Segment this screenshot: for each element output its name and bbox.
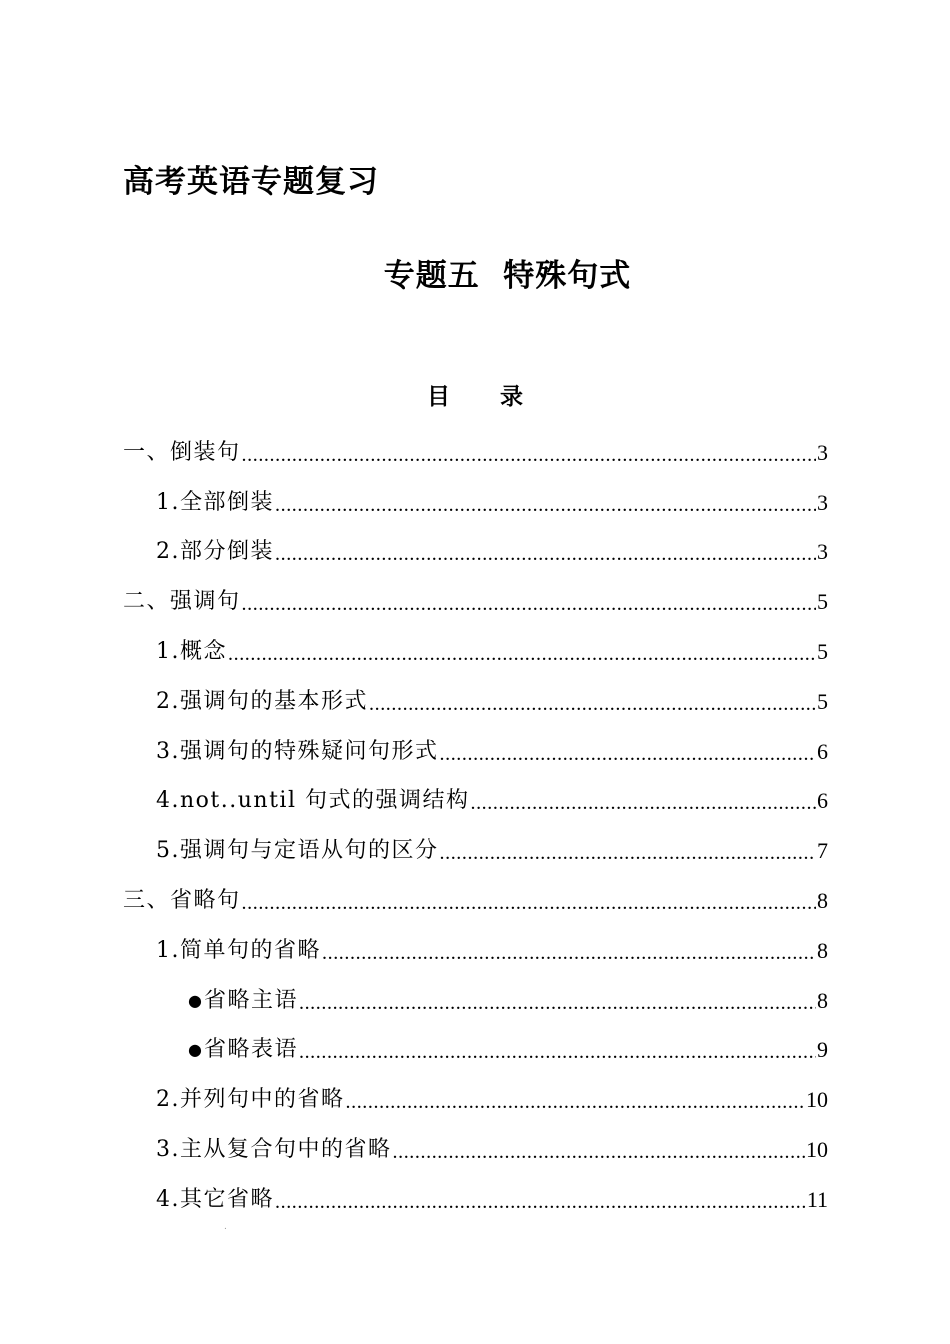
toc-entry-label: 3.强调句的特殊疑问句形式 <box>156 738 439 764</box>
dot-leader <box>242 886 816 916</box>
toc-entry-other-ellipsis[interactable] <box>0 1175 950 1225</box>
dot-leader <box>440 737 817 767</box>
toc-entry-label: 2.强调句的基本形式 <box>156 688 368 714</box>
toc-entry-wh-question-form[interactable] <box>0 727 950 777</box>
subtitle-text: 专题五 特殊句式 <box>383 258 632 294</box>
dot-leader <box>275 1185 806 1215</box>
toc-page-number: 3 <box>817 439 828 465</box>
toc-entry-label: 1.概念 <box>156 639 227 665</box>
dot-leader <box>322 936 816 966</box>
toc-page-number: 10 <box>806 1087 828 1113</box>
toc-entry-label: 4.not..until 句式的强调结构 <box>156 788 470 814</box>
toc-entry-label: 2.部分倒装 <box>156 539 274 565</box>
toc-entry-label: 4.其它省略 <box>156 1186 274 1212</box>
toc-page-number: 8 <box>817 888 828 914</box>
toc-entry-omit-subject[interactable] <box>0 976 950 1026</box>
document-subtitle <box>0 254 950 298</box>
toc-page-number: 8 <box>817 987 828 1013</box>
toc-entry-not-until[interactable] <box>0 777 950 827</box>
toc-entry-text: 省略主语 <box>203 987 298 1013</box>
toc-entry-omit-predicative[interactable] <box>0 1026 950 1076</box>
toc-entry-inversion[interactable] <box>0 428 950 478</box>
toc-entry-simple-sentence[interactable] <box>0 926 950 976</box>
toc-entry-compound-sentence[interactable] <box>0 1075 950 1125</box>
dot-leader <box>299 1035 816 1065</box>
toc-entry-label: 1.全部倒装 <box>156 489 274 515</box>
toc-entry-partial-inversion[interactable] <box>0 528 950 578</box>
dot-leader <box>470 786 816 816</box>
toc-page-number: 9 <box>817 1037 828 1063</box>
dot-leader <box>346 1085 806 1115</box>
toc-page-number: 5 <box>817 589 828 615</box>
toc-entry-label: 5.强调句与定语从句的区分 <box>156 838 439 864</box>
toc-page-number: 5 <box>817 688 828 714</box>
dot-leader <box>440 836 817 866</box>
toc-entry-text: 省略表语 <box>203 1037 298 1063</box>
toc-page-number: 5 <box>817 639 828 665</box>
toc-page-number: 6 <box>817 788 828 814</box>
dot-leader <box>275 488 816 518</box>
toc-entry-concept[interactable] <box>0 627 950 677</box>
table-of-contents <box>0 428 950 1225</box>
dot-leader <box>275 537 816 567</box>
toc-entry-basic-form[interactable] <box>0 677 950 727</box>
dot-leader <box>242 438 816 468</box>
toc-entry-complex-sentence[interactable] <box>0 1125 950 1175</box>
dot-leader <box>393 1135 806 1165</box>
toc-entry-label <box>188 986 298 1016</box>
toc-page-number: 3 <box>817 539 828 565</box>
toc-page-number: 7 <box>817 838 828 864</box>
toc-entry-label: 2.并列句中的省略 <box>156 1087 345 1113</box>
toc-heading-right: 录 <box>500 383 523 410</box>
toc-page-number: 6 <box>817 738 828 764</box>
dot-leader <box>228 637 816 667</box>
toc-page-number: 3 <box>817 489 828 515</box>
toc-heading <box>0 380 950 414</box>
dot-leader <box>242 587 816 617</box>
bullet-icon: ● <box>188 990 202 1010</box>
toc-entry-label <box>188 1035 298 1065</box>
toc-entry-label: 3.主从复合句中的省略 <box>156 1137 392 1163</box>
toc-page-number: 8 <box>817 937 828 963</box>
dot-leader <box>369 687 816 717</box>
toc-heading-left: 目 <box>427 383 450 410</box>
toc-entry-full-inversion[interactable] <box>0 478 950 528</box>
toc-entry-emphatic[interactable] <box>0 577 950 627</box>
toc-entry-ellipsis[interactable] <box>0 876 950 926</box>
bullet-icon: ● <box>188 1040 202 1060</box>
toc-entry-label: 一、倒装句 <box>123 439 241 465</box>
toc-entry-label: 二、强调句 <box>123 589 241 615</box>
toc-entry-vs-attributive-clause[interactable] <box>0 826 950 876</box>
footer-mark: . <box>224 1222 227 1232</box>
toc-entry-label: 1.简单句的省略 <box>156 937 321 963</box>
toc-entry-label: 三、省略句 <box>123 888 241 914</box>
toc-page-number: 11 <box>806 1186 828 1212</box>
document-title: 高考英语专题复习 <box>123 164 379 200</box>
dot-leader <box>299 986 816 1016</box>
toc-page-number: 10 <box>806 1137 828 1163</box>
